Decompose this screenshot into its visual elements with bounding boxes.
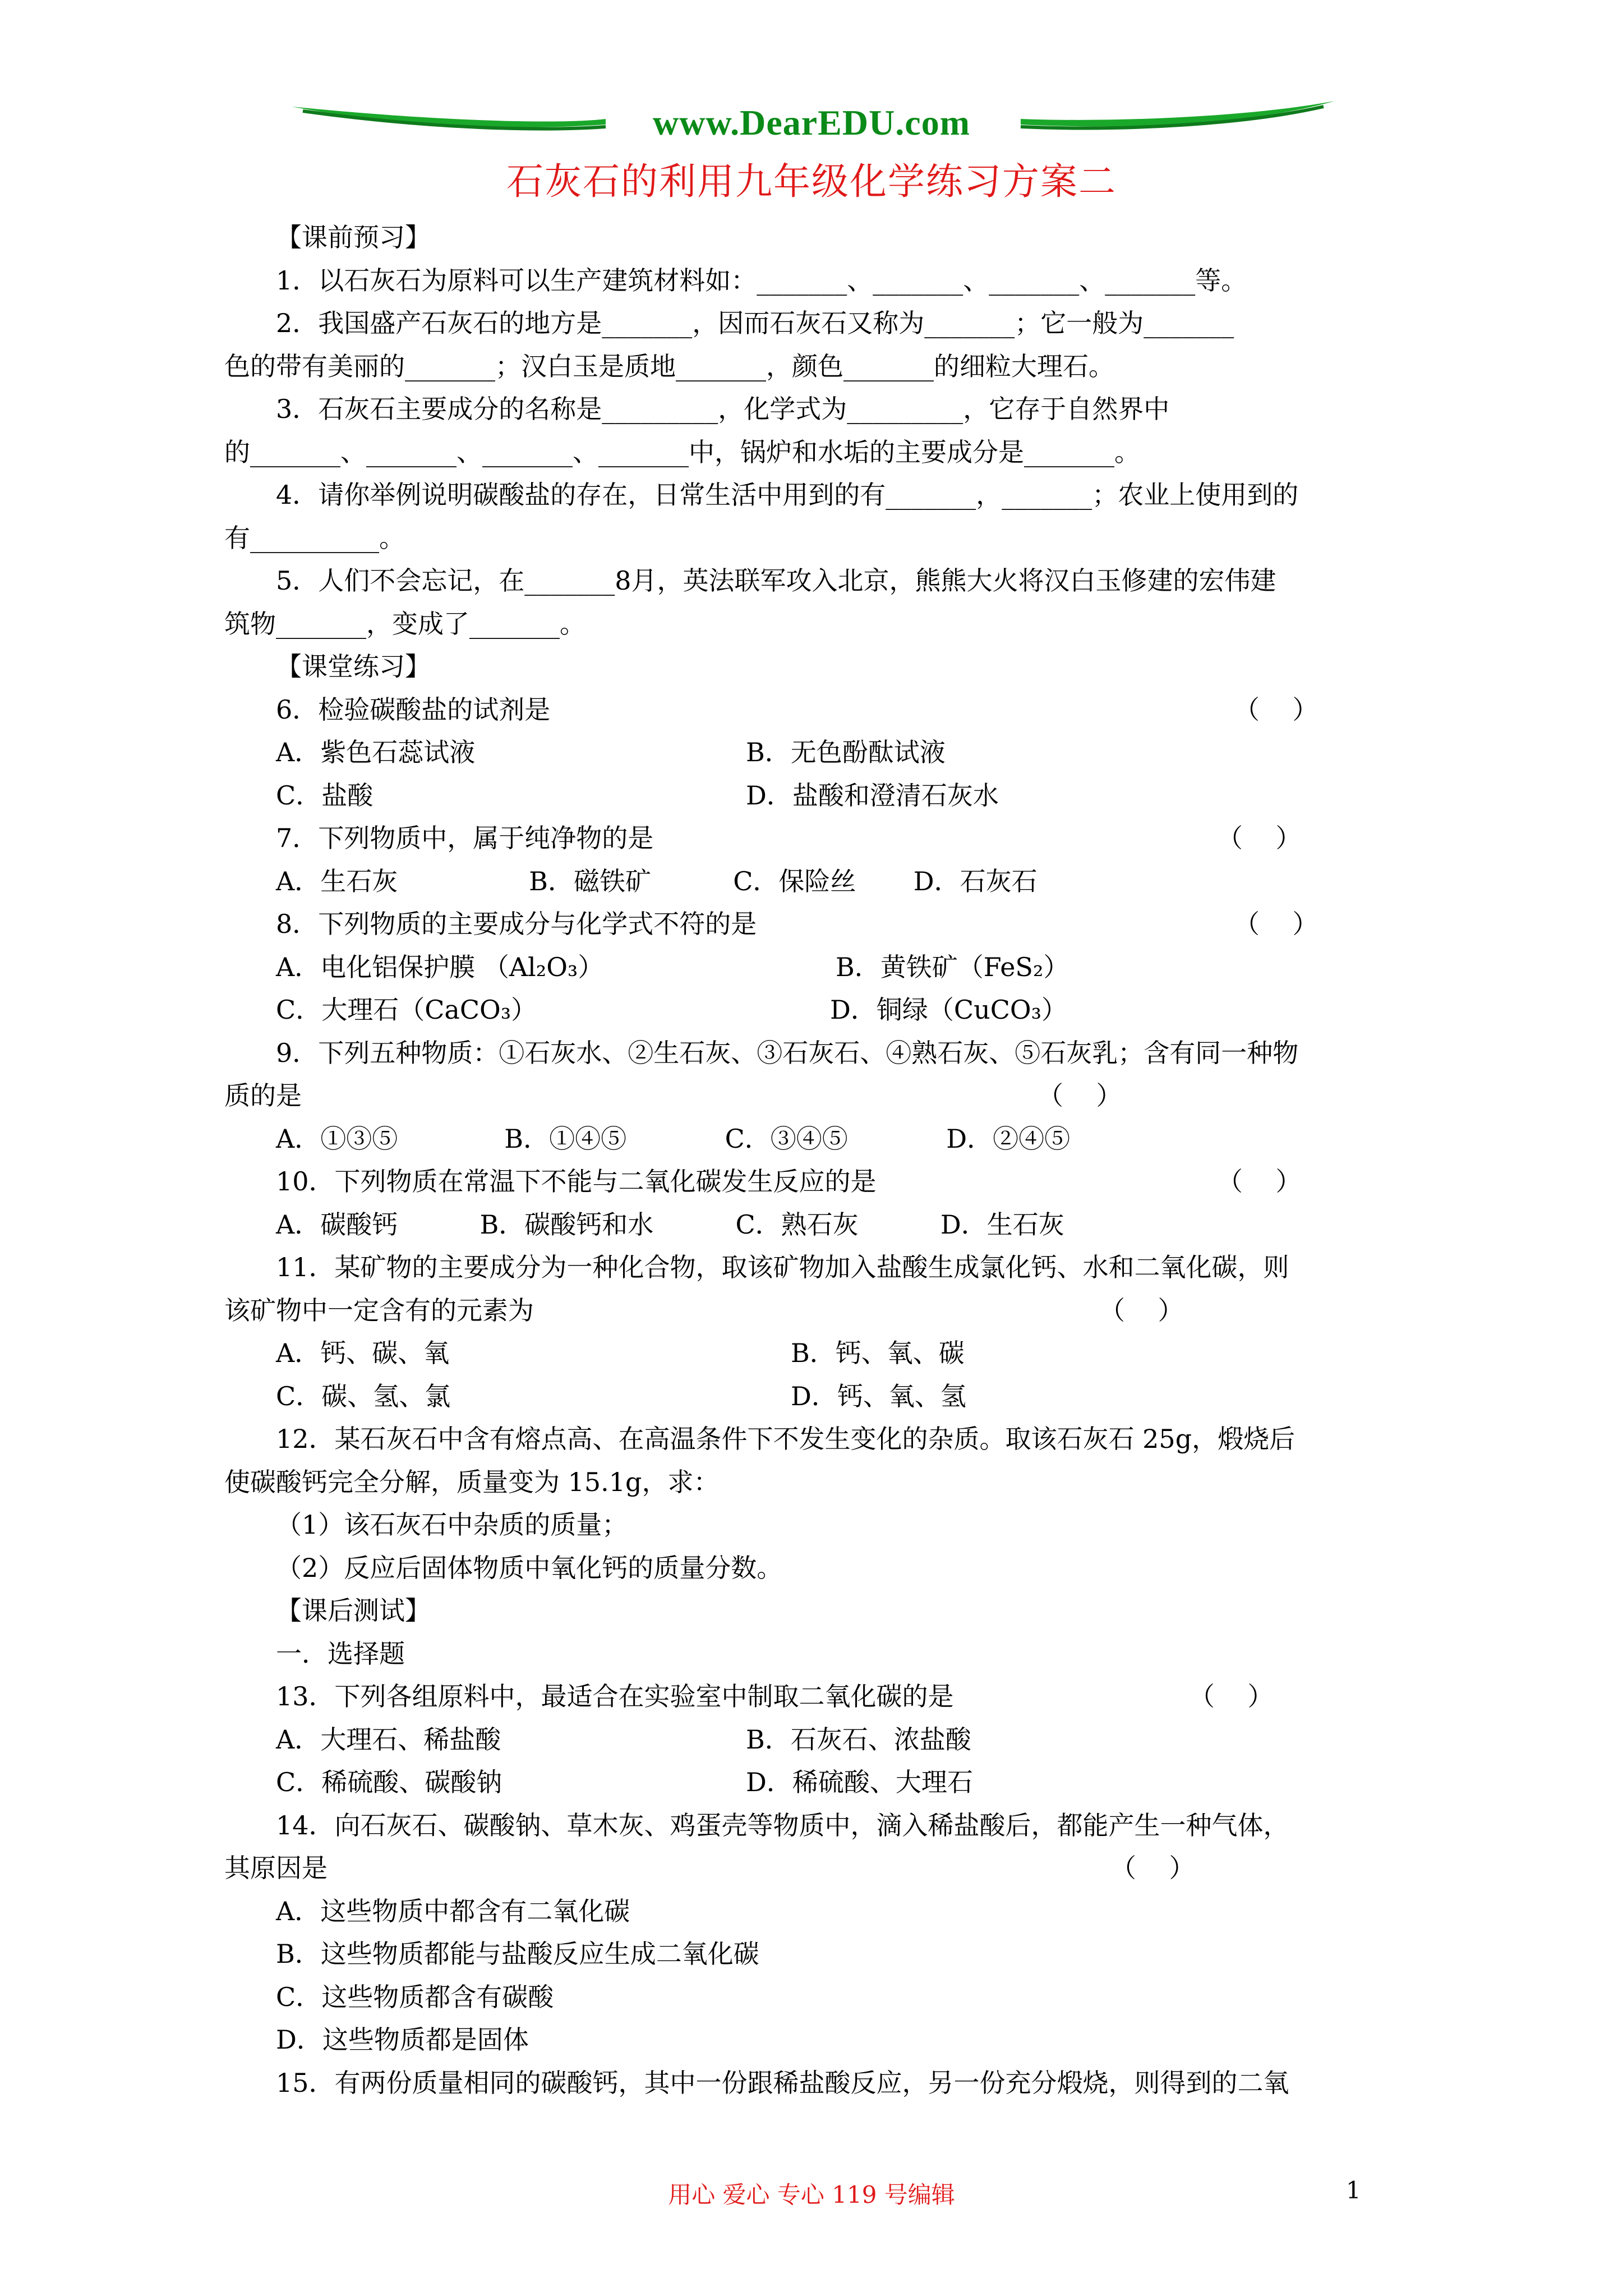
text-line [224, 1804, 1419, 1847]
option-column-2: B．无色酚酞试液 [746, 737, 946, 767]
line-text: 10．下列物质在常温下不能与二氧化碳发生反应的是 [276, 1166, 877, 1197]
exercise-content [224, 216, 1419, 2104]
option-column-2: B．黄铁矿（FeS₂） [836, 951, 1069, 982]
text-line [224, 1160, 1419, 1203]
text-line [224, 731, 1419, 774]
option-column-2: D．稀硫酸、大理石 [746, 1767, 973, 1797]
text-line [224, 473, 1419, 517]
text-line [224, 602, 1419, 646]
line-text: A．紫色石蕊试液 [276, 737, 476, 767]
text-line [224, 1675, 1419, 1718]
text-line [224, 688, 1419, 731]
line-text: （1）该石灰石中杂质的质量； [276, 1510, 628, 1540]
text-line [224, 388, 1419, 431]
text-line [224, 2062, 1419, 2105]
text-line [224, 1589, 1419, 1632]
text-line [224, 903, 1419, 946]
line-text: A．碳酸钙 B．碳酸钙和水 C．熟石灰 D．生石灰 [276, 1209, 1064, 1240]
text-line [224, 1332, 1419, 1375]
line-text: A．①③⑤ B．①④⑤ C．③④⑤ D．②④⑤ [276, 1123, 1071, 1154]
text-line [224, 1289, 1419, 1332]
line-text: 该矿物中一定含有的元素为 [224, 1295, 534, 1326]
text-line [224, 1932, 1419, 1976]
page-title: 石灰石的利用九年级化学练习方案二 [506, 160, 1117, 203]
text-line [224, 1074, 1419, 1117]
line-text: 2．我国盛产石灰石的地方是_______，因而石灰石又称为_______；它一般为_______ [276, 308, 1234, 338]
line-text: 质的是 [224, 1080, 302, 1111]
text-line [224, 1418, 1419, 1461]
line-text: 12．某石灰石中含有熔点高、在高温条件下不发生变化的杂质。取该石灰石 25g，煅烧后 [276, 1424, 1295, 1454]
line-text: 筑物_______，变成了_______。 [224, 608, 585, 639]
text-line [224, 1375, 1419, 1418]
text-line [224, 431, 1419, 474]
text-line [224, 1718, 1419, 1761]
text-line [224, 946, 1419, 989]
site-url: www.DearEDU.com [653, 103, 970, 142]
line-text: C．这些物质都含有碳酸 [276, 1981, 554, 2012]
line-text: C．大理石（CaCO₃） [276, 995, 537, 1025]
text-line [224, 817, 1419, 860]
text-line [224, 1117, 1419, 1161]
answer-bracket: （ ） [1234, 909, 1318, 939]
text-line [224, 1461, 1419, 1504]
text-line [224, 860, 1419, 903]
text-line [224, 559, 1419, 602]
text-line [224, 1547, 1419, 1590]
line-text: C．碳、氢、氯 [276, 1381, 451, 1411]
line-text: A．生石灰 B．磁铁矿 C．保险丝 D．石灰石 [276, 866, 1038, 896]
line-text: 的_______、_______、_______、_______中，锅炉和水垢的主要成分是_______。 [224, 436, 1140, 467]
text-line [224, 1976, 1419, 2019]
line-text: 有__________。 [224, 522, 405, 553]
text-line [224, 1203, 1419, 1246]
text-line [224, 2018, 1419, 2062]
text-line [224, 345, 1419, 388]
answer-bracket: （ ） [1189, 1681, 1274, 1711]
line-text: 14．向石灰石、碳酸钠、草木灰、鸡蛋壳等物质中，滴入稀盐酸后，都能产生一种气体， [276, 1810, 1289, 1841]
text-line [224, 1032, 1419, 1075]
text-line [224, 1503, 1419, 1547]
text-line [224, 645, 1419, 688]
option-column-2: B．钙、氧、碳 [791, 1338, 965, 1368]
answer-bracket: （ ） [1234, 694, 1318, 725]
text-line [224, 1246, 1419, 1289]
line-text: 1．以石灰石为原料可以生产建筑材料如：_______、_______、_______、_______等。 [276, 265, 1247, 296]
line-text: C．稀硫酸、碳酸钠 [276, 1767, 502, 1797]
line-text: D．这些物质都是固体 [276, 2024, 529, 2055]
line-text: （2）反应后固体物质中氧化钙的质量分数。 [276, 1552, 783, 1583]
line-text: 【课堂练习】 [276, 651, 431, 682]
line-text: 9．下列五种物质：①石灰水、②生石灰、③石灰石、④熟石灰、⑤石灰乳；含有同一种物 [276, 1037, 1299, 1068]
line-text: B．这些物质都能与盐酸反应生成二氧化碳 [276, 1939, 759, 1969]
line-text: A．钙、碳、氧 [276, 1338, 450, 1368]
text-line [224, 259, 1419, 302]
line-text: 【课前预习】 [276, 222, 431, 252]
line-text: 15．有两份质量相同的碳酸钙，其中一份跟稀盐酸反应，另一份充分煅烧，则得到的二氧 [276, 2067, 1289, 2098]
line-text: A．电化铝保护膜 （Al₂O₃） [276, 951, 604, 982]
line-text: 13．下列各组原料中，最适合在实验室中制取二氧化碳的是 [276, 1681, 954, 1711]
line-text: 一．选择题 [276, 1638, 405, 1669]
text-line [224, 1632, 1419, 1676]
text-line [224, 517, 1419, 560]
page-header [0, 0, 1623, 151]
text-line [224, 1761, 1419, 1804]
text-line [224, 774, 1419, 817]
text-line [224, 988, 1419, 1032]
line-text: 4．请你举例说明碳酸盐的存在，日常生活中用到的有_______，_______；农业上使用到的 [276, 480, 1299, 510]
option-column-2: D．铜绿（CuCO₃） [830, 995, 1068, 1025]
line-text: 色的带有美丽的_______；汉白玉是质地_______，颜色_______的细粒大理石。 [224, 351, 1114, 381]
footer-text: 用心 爱心 专心 119 号编辑 [668, 2181, 955, 2208]
text-line [224, 302, 1419, 345]
line-text: 【课后测试】 [276, 1595, 431, 1626]
text-line [224, 1890, 1419, 1933]
answer-bracket: （ ） [1110, 1853, 1195, 1883]
line-text: 7．下列物质中，属于纯净物的是 [276, 823, 654, 853]
line-text: A．这些物质中都含有二氧化碳 [276, 1895, 630, 1926]
answer-bracket: （ ） [1217, 823, 1302, 853]
answer-bracket: （ ） [1038, 1080, 1122, 1111]
answer-bracket: （ ） [1099, 1295, 1184, 1326]
answer-bracket: （ ） [1217, 1166, 1302, 1197]
option-column-2: D．盐酸和澄清石灰水 [746, 780, 999, 811]
line-text: 使碳酸钙完全分解，质量变为 15.1g，求： [224, 1466, 720, 1497]
line-text: 5．人们不会忘记，在_______8月，英法联军攻入北京，熊熊大火将汉白玉修建的宏伟建 [276, 565, 1276, 596]
line-text: 其原因是 [224, 1853, 328, 1883]
option-column-2: B．石灰石、浓盐酸 [746, 1724, 971, 1755]
line-text: 6．检验碳酸盐的试剂是 [276, 694, 551, 725]
line-text: 8．下列物质的主要成分与化学式不符的是 [276, 909, 757, 939]
line-text: 11．某矿物的主要成分为一种化合物，取该矿物加入盐酸生成氯化钙、水和二氧化碳，则 [276, 1252, 1289, 1282]
line-text: 3．石灰石主要成分的名称是_________，化学式为_________，它存于自然界中 [276, 394, 1170, 424]
text-line [224, 1847, 1419, 1890]
line-text: A．大理石、稀盐酸 [276, 1724, 501, 1755]
text-line [224, 216, 1419, 259]
line-text: C．盐酸 [276, 780, 374, 811]
option-column-2: D．钙、氧、氢 [791, 1381, 966, 1411]
page-number: 1 [1346, 2177, 1361, 2204]
